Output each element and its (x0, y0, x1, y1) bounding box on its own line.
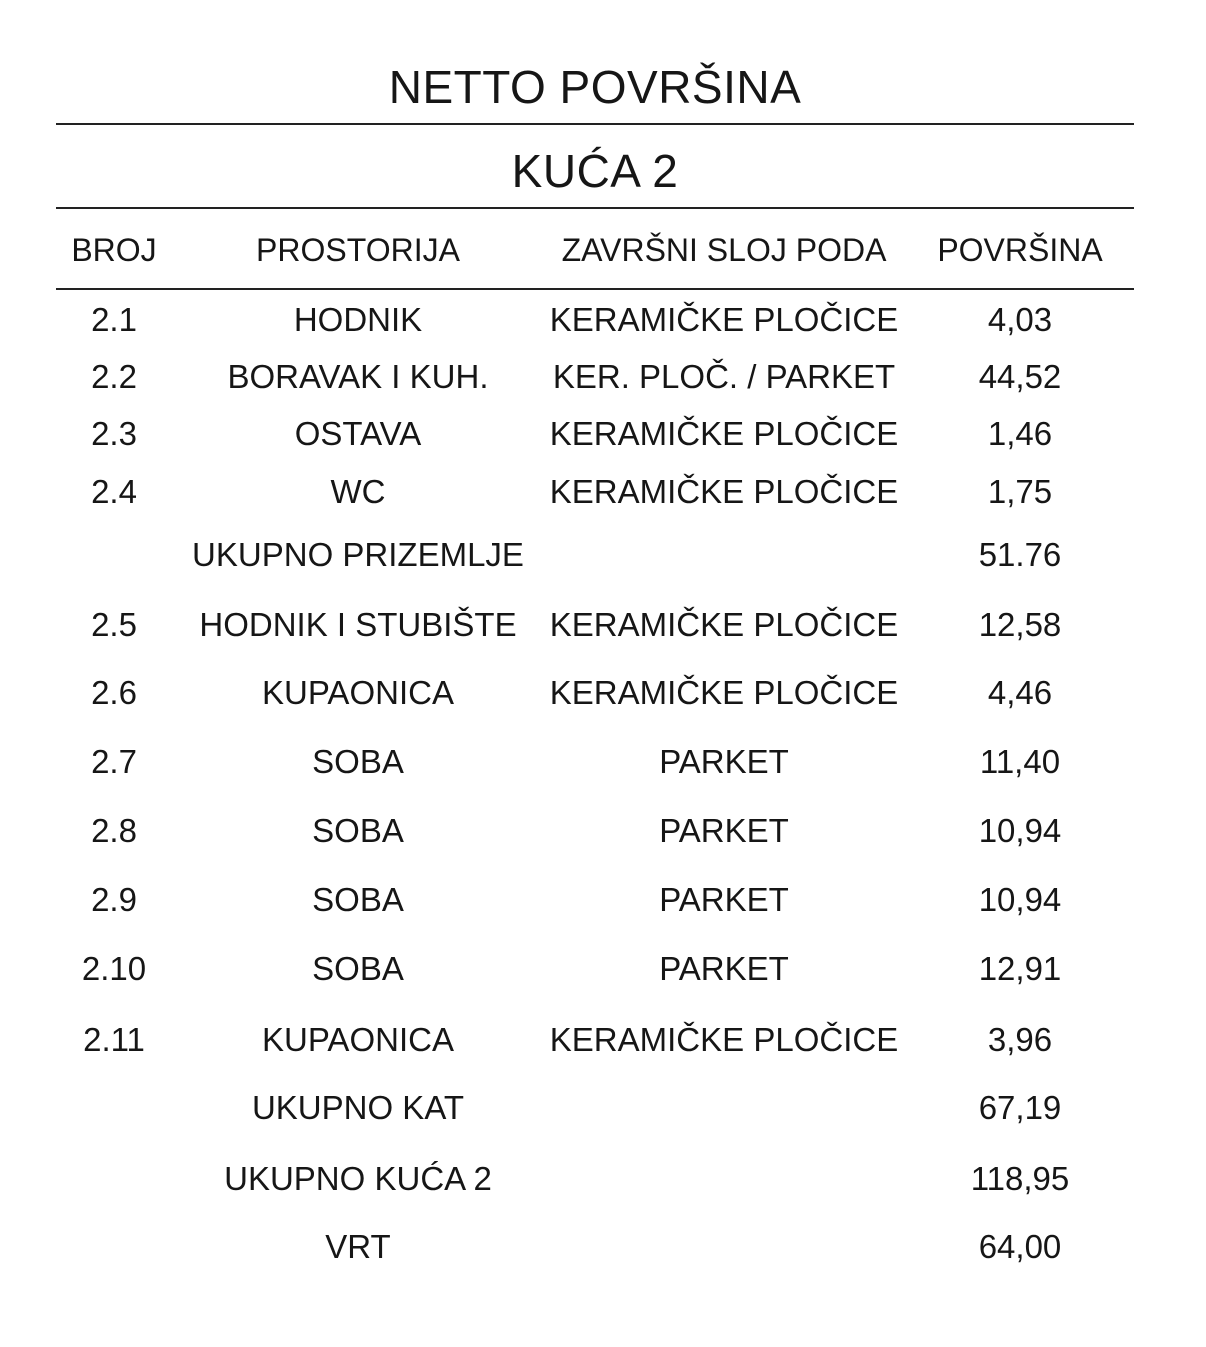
cell-prostorija: HODNIK I STUBIŠTE (199, 606, 517, 643)
cell-povrsina: 118,95 (970, 1160, 1070, 1197)
table-row (0, 355, 1206, 399)
cell-sloj: KER. PLOČ. / PARKET (552, 358, 896, 395)
table-row (0, 947, 1206, 991)
cell-povrsina: 10,94 (978, 881, 1062, 918)
cell-povrsina: 10,94 (978, 812, 1062, 849)
cell-broj: 2.8 (91, 812, 137, 849)
header-broj: BROJ (71, 232, 157, 268)
table-row (0, 671, 1206, 715)
cell-broj (56, 533, 172, 577)
cell-povrsina: 44,52 (978, 358, 1062, 395)
cell-povrsina: 1,46 (987, 415, 1053, 452)
table-row (0, 412, 1206, 456)
cell-sloj: KERAMIČKE PLOČICE (549, 473, 899, 510)
cell-broj (56, 1225, 172, 1269)
cell-broj: 2.7 (91, 743, 137, 780)
cell-prostorija: HODNIK (293, 301, 423, 338)
cell-broj: 2.1 (91, 301, 137, 338)
title-divider (56, 123, 1134, 125)
cell-povrsina: 1,75 (987, 473, 1053, 510)
table-row-total (0, 1157, 1206, 1201)
cell-prostorija: BORAVAK I KUH. (227, 358, 489, 395)
header-zavrsni-sloj: ZAVRŠNI SLOJ PODA (561, 232, 887, 268)
cell-prostorija: SOBA (312, 950, 404, 987)
cell-broj: 2.6 (91, 674, 137, 711)
table-row (0, 740, 1206, 784)
cell-sloj (544, 533, 904, 577)
cell-sloj: KERAMIČKE PLOČICE (549, 1021, 899, 1058)
subtitle-divider (56, 207, 1134, 209)
table-row (0, 603, 1206, 647)
cell-povrsina: 4,03 (987, 301, 1053, 338)
cell-povrsina: 11,40 (979, 743, 1061, 780)
cell-prostorija: UKUPNO KUĆA 2 (224, 1160, 492, 1197)
cell-povrsina: 51.76 (978, 536, 1062, 573)
header-divider (56, 288, 1134, 290)
cell-sloj: KERAMIČKE PLOČICE (549, 606, 899, 643)
cell-sloj: KERAMIČKE PLOČICE (549, 674, 899, 711)
cell-povrsina: 12,91 (978, 950, 1062, 987)
cell-broj (56, 1157, 172, 1201)
page-title: NETTO POVRŠINA (388, 61, 802, 113)
table-header (0, 228, 1206, 272)
cell-sloj: PARKET (659, 950, 789, 987)
cell-sloj (544, 1086, 904, 1130)
cell-broj: 2.2 (91, 358, 137, 395)
cell-povrsina: 64,00 (978, 1228, 1062, 1265)
cell-povrsina: 4,46 (987, 674, 1053, 711)
cell-broj: 2.3 (91, 415, 137, 452)
cell-povrsina: 12,58 (978, 606, 1062, 643)
cell-prostorija: KUPAONICA (262, 1021, 454, 1058)
cell-prostorija: UKUPNO PRIZEMLJE (192, 536, 524, 573)
table-row-subtotal (0, 1086, 1206, 1130)
table-row (0, 470, 1206, 514)
cell-broj (56, 1086, 172, 1130)
table-row (0, 1018, 1206, 1062)
table-row (0, 809, 1206, 853)
cell-broj: 2.10 (81, 950, 147, 987)
cell-prostorija: SOBA (312, 881, 404, 918)
cell-povrsina: 67,19 (978, 1089, 1062, 1126)
cell-prostorija: VRT (325, 1228, 391, 1265)
cell-sloj (544, 1225, 904, 1269)
table-row (0, 878, 1206, 922)
cell-broj: 2.5 (91, 606, 137, 643)
header-prostorija: PROSTORIJA (256, 232, 460, 268)
table-row-garden (0, 1225, 1206, 1269)
cell-sloj: KERAMIČKE PLOČICE (549, 301, 899, 338)
cell-prostorija: KUPAONICA (262, 674, 454, 711)
table-row (0, 298, 1206, 342)
cell-sloj: KERAMIČKE PLOČICE (549, 415, 899, 452)
cell-prostorija: SOBA (312, 812, 404, 849)
cell-prostorija: SOBA (312, 743, 404, 780)
page-subtitle: KUĆA 2 (511, 145, 679, 197)
cell-sloj: PARKET (659, 812, 789, 849)
cell-sloj: PARKET (659, 743, 789, 780)
cell-prostorija: OSTAVA (294, 415, 422, 452)
header-povrsina: POVRŠINA (937, 232, 1103, 268)
cell-povrsina: 3,96 (987, 1021, 1053, 1058)
cell-sloj: PARKET (659, 881, 789, 918)
cell-broj: 2.11 (83, 1021, 145, 1058)
cell-prostorija: WC (330, 473, 386, 510)
table-row-subtotal (0, 533, 1206, 577)
cell-broj: 2.4 (91, 473, 137, 510)
cell-sloj (544, 1157, 904, 1201)
cell-broj: 2.9 (91, 881, 137, 918)
cell-prostorija: UKUPNO KAT (251, 1089, 465, 1126)
